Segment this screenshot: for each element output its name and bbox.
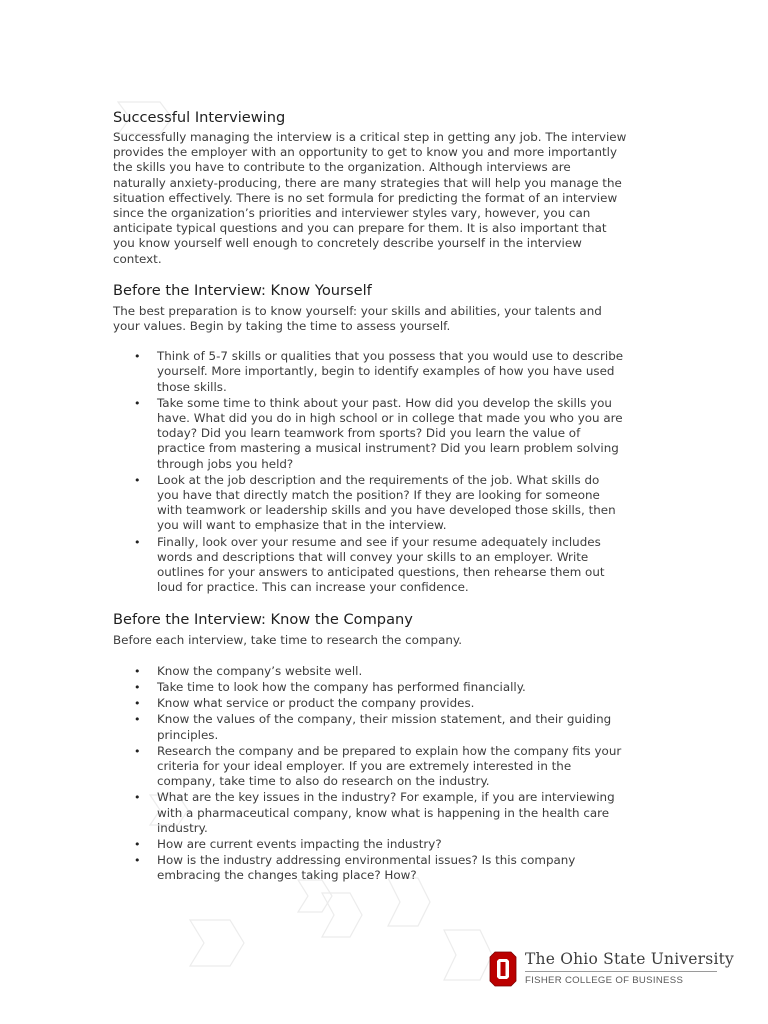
list-item: • Take time to look how the company has performed financially. <box>134 679 526 694</box>
bullet-glyph: • <box>134 713 141 727</box>
university-name: The Ohio State University <box>525 950 734 968</box>
bullet-glyph: • <box>134 791 141 805</box>
list-item: • Research the company and be prepared to explain how the company fits your criteria for your ideal employer. If you are extremely interested in the company, take time to also do research on the industry. <box>134 743 622 789</box>
list-item: • How are current events impacting the industry? <box>134 836 442 851</box>
bullet-glyph: • <box>134 680 141 694</box>
bullet-glyph: • <box>134 854 141 868</box>
know-yourself-intro: The best preparation is to know yourself: your skills and abilities, your talents and your values. Begin by taking the time to assess yourself. <box>113 303 602 334</box>
logo-divider <box>525 971 717 972</box>
list-item: • Think of 5-7 skills or qualities that you possess that you would use to describe yourself. More importantly, begin to identify examples of how you have used those skills. <box>134 349 624 394</box>
know-yourself-list <box>113 349 658 595</box>
heading-know-yourself: Before the Interview: Know Yourself <box>113 281 372 299</box>
list-item: • Finally, look over your resume and see if your resume adequately includes words and descriptions that will convey your skills to an employer. Write outlines for your answers to anticipated questions, then rehearse them out loud for practice. This can increase your confidence. <box>134 534 605 595</box>
section-know-company <box>113 610 658 883</box>
list-item: • What are the key issues in the industry? For example, if you are interviewing with a pharmaceutical company, know what is happening in the health care industry. <box>134 790 615 835</box>
bullet-glyph: • <box>134 697 141 711</box>
bullet-glyph: • <box>134 535 141 549</box>
list-item: • Look at the job description and the requirements of the job. What skills do you have that directly match the position? If they are looking for someone with teamwork or leadership skills and you have developed those skills, then you will want to emphasize that in the interview. <box>134 472 616 533</box>
bullet-glyph: • <box>134 350 141 364</box>
list-item: • Know what service or product the company provides. <box>134 696 475 711</box>
block-o-icon <box>489 951 517 987</box>
list-item: • Know the values of the company, their mission statement, and their guiding principles. <box>134 712 612 742</box>
list-item: • Know the company’s website well. <box>134 663 363 678</box>
know-company-intro: Before each interview, take time to research the company. <box>113 633 463 648</box>
bullet-glyph: • <box>134 396 141 410</box>
bullet-glyph: • <box>134 473 141 487</box>
document-body <box>113 108 658 885</box>
section-successful-interviewing <box>113 108 658 267</box>
osu-fisher-logo <box>489 947 734 991</box>
intro-paragraph: Successfully managing the interview is a critical step in getting any job. The interview provides the employer with an opportunity to get to know you and more importantly the skills you have to contribute to the organization. Although interviews are naturally anxiety-producing, there are many strategies that will help you manage the situation effectively. There is no set formula for predicting the format of an interview since the organization’s priorities and interviewer styles vary, however, you can anticipate typical questions and you can prepare for them. It is also important that you know yourself well enough to concretely describe yourself in the interview context. <box>113 130 627 266</box>
heading-know-company: Before the Interview: Know the Company <box>113 611 413 629</box>
section-know-yourself <box>113 281 658 596</box>
heading-successful-interviewing: Successful Interviewing <box>113 109 286 126</box>
bullet-glyph: • <box>134 744 141 758</box>
college-name: FISHER COLLEGE OF BUSINESS <box>525 975 684 986</box>
list-item: • How is the industry addressing environmental issues? Is this company embracing the changes taking place? How? <box>134 853 576 883</box>
list-item: • Take some time to think about your past. How did you develop the skills you have. What did you do in high school or in college that made you who you are today? Did you learn teamwork from sports? Did you learn the value of practice from mastering a musical instrument? Did you learn problem solving through jobs you held? <box>134 395 623 471</box>
bullet-glyph: • <box>134 837 141 851</box>
know-company-list <box>113 664 658 884</box>
bullet-glyph: • <box>134 664 141 678</box>
